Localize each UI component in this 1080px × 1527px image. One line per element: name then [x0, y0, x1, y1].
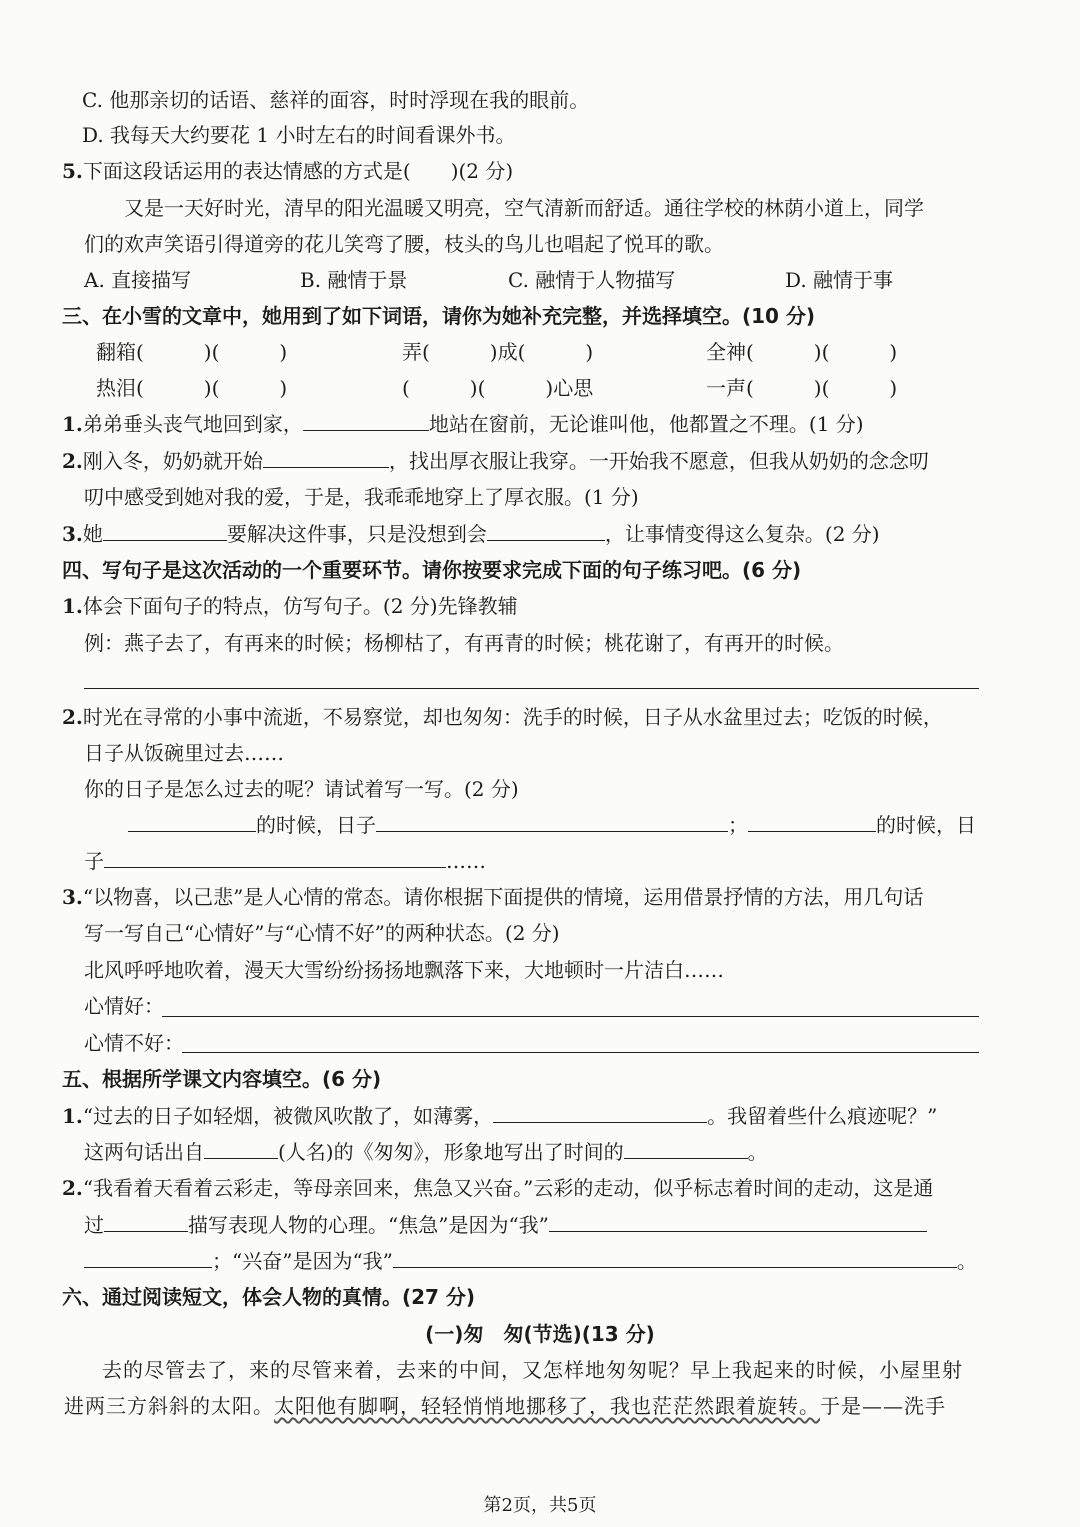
fill-blank[interactable]: [376, 811, 728, 832]
s4-q2-fill-line-1: [128, 811, 976, 839]
fill-blank[interactable]: [303, 410, 429, 431]
option-d: D. 我每天大约要花 1 小时左右的时间看课外书。: [82, 123, 516, 147]
fill-blank[interactable]: [748, 811, 876, 832]
text: ……: [446, 849, 486, 873]
text: “我看着天看着云彩走，等母亲回来，焦急又兴奋。”云彩的走动，似乎标志着时间的走动，这是通: [82, 1176, 934, 1200]
s3-question-2: [62, 447, 929, 475]
s4-q2-prompt: 你的日子是怎么过去的呢？请试着写一写。(2 分): [84, 777, 519, 801]
s5-question-1: [62, 1102, 937, 1130]
q5-option-b: B. 融情于景: [300, 268, 408, 292]
s4-question-2: [62, 703, 943, 731]
text: 要解决这件事，只是没想到会: [226, 522, 487, 546]
question-number: 2.: [62, 705, 83, 729]
mood-good-line[interactable]: [162, 1016, 979, 1017]
passage-line-1: 又是一天好时光，清早的阳光温暖又明亮，空气清新而舒适。通往学校的林荫小道上，同学: [124, 196, 924, 220]
q5-option-d: D. 融情于事: [785, 268, 894, 292]
fill-blank[interactable]: [204, 1138, 278, 1159]
text: “过去的日子如轻烟，被微风吹散了，如薄雾，: [82, 1104, 494, 1128]
text: 地站在窗前，无论谁叫他，他都置之不理。(1 分): [428, 412, 864, 436]
fill-blank[interactable]: [104, 1211, 188, 1232]
answer-line[interactable]: [84, 688, 979, 689]
mood-bad-label: 心情不好：: [84, 1031, 184, 1055]
text: 时光在寻常的小事中流逝，不易察觉，却也匆匆：洗手的时候，日子从水盆里过去；吃饭的时候，: [82, 705, 943, 729]
question-number: 3.: [62, 522, 83, 546]
idiom-3: 全神( )( ): [706, 340, 898, 364]
passage-title: [0, 1320, 1080, 1348]
text: 弟弟垂头丧气地回到家，: [82, 412, 303, 436]
q5-option-c: C. 融情于人物描写: [508, 268, 676, 292]
fill-blank[interactable]: [624, 1138, 748, 1159]
question-number: 3.: [62, 885, 83, 909]
text: 。: [747, 1140, 768, 1164]
fill-blank[interactable]: [493, 1102, 707, 1123]
s3-question-2-cont: 叨中感受到她对我的爱，于是，我乖乖地穿上了厚衣服。(1 分): [84, 485, 639, 509]
s4-question-3: [62, 883, 923, 911]
section-3-title: 三、在小雪的文章中，她用到了如下词语，请你为她补充完整，并选择填空。(10 分): [62, 304, 816, 328]
idiom-4: 热泪( )( ): [96, 376, 288, 400]
text: 描写表现人物的心理。“焦急”是因为“我”: [188, 1213, 549, 1237]
text: 过: [84, 1213, 104, 1237]
fill-blank[interactable]: [549, 1211, 927, 1232]
s4-q3-cont: 写一写自己“心情好”与“心情不好”的两种状态。(2 分): [84, 921, 560, 945]
page-footer: 第2页，共5页: [483, 1495, 597, 1516]
s5-q2-cont-2: [84, 1247, 977, 1275]
text: (人名)的《匆匆》，形象地写出了时间的: [278, 1140, 624, 1164]
s5-q2-cont: [84, 1211, 927, 1239]
text: ；: [728, 813, 748, 837]
s4-q2-cont: 日子从饭碗里过去……: [84, 741, 284, 765]
mood-bad-line[interactable]: [182, 1052, 979, 1053]
question-number: 2.: [62, 449, 83, 473]
s5-question-2: [62, 1174, 933, 1202]
text: 这两句话出自: [84, 1140, 204, 1164]
passage-para-2: [64, 1392, 946, 1420]
fill-blank[interactable]: [487, 520, 605, 541]
idiom-2: 弄( )成( ): [402, 340, 594, 364]
text: ；“兴奋”是因为“我”: [212, 1249, 393, 1273]
section-4-title: 四、写句子是这次活动的一个重要环节。请你按要求完成下面的句子练习吧。(6 分): [62, 558, 802, 582]
s4-example: 例：燕子去了，有再来的时候；杨柳枯了，有再青的时候；桃花谢了，有再开的时候。: [84, 631, 844, 655]
fill-blank[interactable]: [103, 520, 227, 541]
wavy-underlined-sentence: 太阳他有脚啊，轻轻悄悄地挪移了，我也茫茫然跟着旋转。: [274, 1394, 820, 1418]
s3-question-3: [62, 520, 880, 548]
idiom-6: 一声( )( ): [706, 376, 898, 400]
passage-title-text: (一)匆 匆(节选)(13 分): [425, 1322, 655, 1346]
s4-q3-scene: 北风呼呼地吹着，漫天大雪纷纷扬扬地飘落下来，大地顿时一片洁白……: [84, 958, 724, 982]
text: 。我留着些什么痕迹呢？”: [707, 1104, 938, 1128]
text: 的时候，日: [876, 813, 976, 837]
idiom-5: ( )( )心思: [402, 376, 594, 400]
fill-blank[interactable]: [393, 1247, 957, 1268]
text: “以物喜，以己悲”是人心情的常态。请你根据下面提供的情境，运用借景抒情的方法，用几句话: [82, 885, 924, 909]
question-number: 1.: [62, 1104, 83, 1128]
text: 子: [84, 849, 104, 873]
section-5-title: 五、根据所学课文内容填空。(6 分): [62, 1067, 382, 1091]
text: 于是——洗手: [820, 1394, 946, 1418]
text: 。: [956, 1249, 977, 1273]
question-stem: 下面这段话运用的表达情感的方式是( )(2 分): [82, 159, 514, 183]
mood-good-label: 心情好：: [84, 994, 164, 1018]
fill-blank[interactable]: [128, 811, 256, 832]
text: 她: [82, 522, 103, 546]
section-6-title: 六、通过阅读短文，体会人物的真情。(27 分): [62, 1285, 476, 1309]
text: ，让事情变得这么复杂。(2 分): [604, 522, 880, 546]
question-number: 2.: [62, 1176, 83, 1200]
question-5: [62, 157, 513, 185]
question-number: 1.: [62, 412, 83, 436]
text: 刚入冬，奶奶就开始: [82, 449, 263, 473]
option-c: C. 他那亲切的话语、慈祥的面容，时时浮现在我的眼前。: [82, 88, 590, 112]
s3-question-1: [62, 410, 864, 438]
text: 进两三方斜斜的太阳。: [64, 1394, 274, 1418]
passage-line-2: 们的欢声笑语引得道旁的花儿笑弯了腰，枝头的鸟儿也唱起了悦耳的歌。: [84, 232, 724, 256]
text: 的时候，日子: [256, 813, 376, 837]
fill-blank[interactable]: [104, 847, 446, 868]
fill-blank[interactable]: [263, 447, 389, 468]
text: 体会下面句子的特点，仿写句子。(2 分)先锋教辅: [82, 594, 518, 618]
question-number: 1.: [62, 594, 83, 618]
s4-q2-fill-line-2: [84, 847, 486, 875]
q5-option-a: A. 直接描写: [84, 268, 192, 292]
text: ，找出厚衣服让我穿。一开始我不愿意，但我从奶奶的念念叨: [388, 449, 929, 473]
s4-question-1: [62, 592, 518, 620]
question-number: 5.: [62, 159, 83, 183]
idiom-1: 翻箱( )( ): [96, 340, 288, 364]
passage-para-1: 去的尽管去了，来的尽管来着，去来的中间，又怎样地匆匆呢？早上我起来的时候，小屋里射: [102, 1358, 963, 1382]
s5-q1-cont: [84, 1138, 768, 1166]
fill-blank[interactable]: [84, 1247, 212, 1268]
